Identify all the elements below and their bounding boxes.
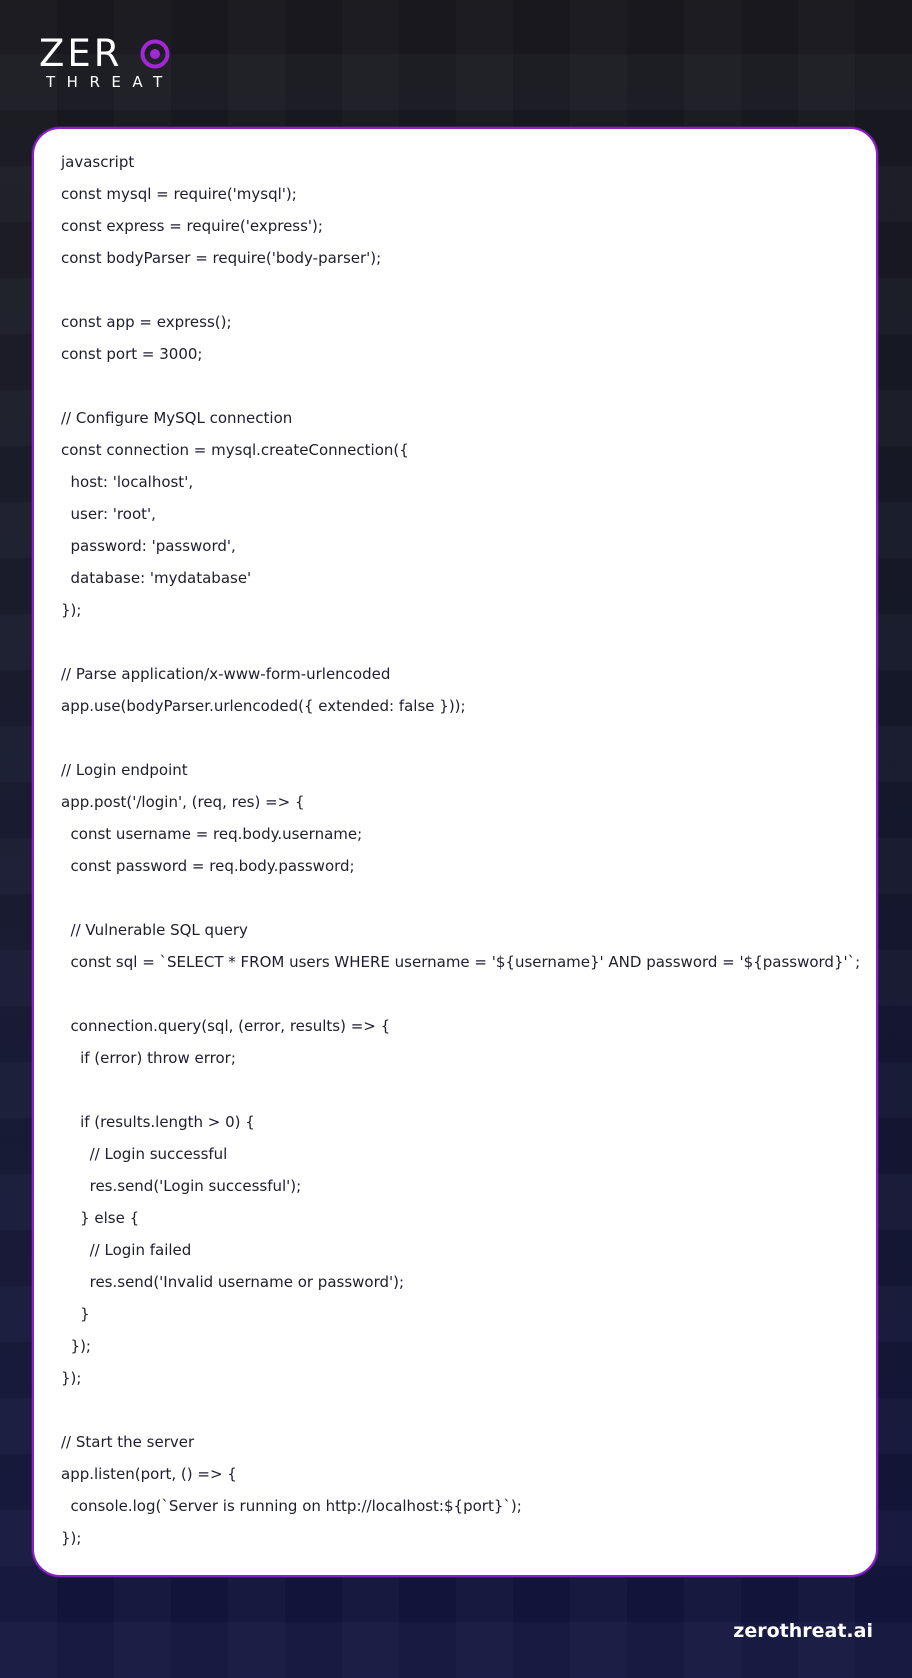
code-line: res.send('Invalid username or password'); bbox=[61, 1273, 405, 1291]
code-line bbox=[61, 626, 856, 658]
code-line: if (results.length > 0) { bbox=[61, 1113, 255, 1131]
logo-wordmark: ZER bbox=[39, 32, 123, 75]
code-line: const bodyParser = require('body-parser'); bbox=[61, 249, 382, 267]
code-block bbox=[61, 146, 861, 1554]
code-line: const app = express(); bbox=[61, 313, 232, 331]
code-line bbox=[61, 978, 856, 1010]
code-line: host: 'localhost', bbox=[61, 473, 194, 491]
code-line bbox=[61, 274, 856, 306]
code-line: // Login successful bbox=[61, 1145, 228, 1163]
code-line: const username = req.body.username; bbox=[61, 825, 363, 843]
code-line: const port = 3000; bbox=[61, 345, 203, 363]
code-line: // Login endpoint bbox=[61, 761, 188, 779]
footer-url: zerothreat.ai bbox=[733, 1620, 873, 1642]
code-line: const sql = `SELECT * FROM users WHERE username = '${username}' AND password = '${password}'`; bbox=[61, 953, 861, 971]
code-line: const mysql = require('mysql'); bbox=[61, 185, 297, 203]
code-line: // Parse application/x-www-form-urlencoded bbox=[61, 665, 391, 683]
code-line: } else { bbox=[61, 1209, 140, 1227]
code-line: app.post('/login', (req, res) => { bbox=[61, 793, 305, 811]
code-line: if (error) throw error; bbox=[61, 1049, 236, 1067]
code-line: user: 'root', bbox=[61, 505, 156, 523]
code-line: res.send('Login successful'); bbox=[61, 1177, 302, 1195]
code-line: javascript bbox=[61, 153, 135, 171]
code-line: console.log(`Server is running on http://localhost:${port}`); bbox=[61, 1497, 522, 1515]
code-line: app.use(bodyParser.urlencoded({ extended: false })); bbox=[61, 697, 466, 715]
code-line: app.listen(port, () => { bbox=[61, 1465, 237, 1483]
code-line: }); bbox=[61, 601, 82, 619]
code-line: // Start the server bbox=[61, 1433, 195, 1451]
code-line: } bbox=[61, 1305, 90, 1323]
code-line: connection.query(sql, (error, results) => { bbox=[61, 1017, 391, 1035]
logo-ring-icon bbox=[140, 39, 170, 69]
code-line: database: 'mydatabase' bbox=[61, 569, 252, 587]
code-line bbox=[61, 882, 856, 914]
code-line: const password = req.body.password; bbox=[61, 857, 355, 875]
code-line: password: 'password', bbox=[61, 537, 236, 555]
code-line: // Login failed bbox=[61, 1241, 192, 1259]
code-line: // Vulnerable SQL query bbox=[61, 921, 248, 939]
code-line: }); bbox=[61, 1337, 91, 1355]
code-line: // Configure MySQL connection bbox=[61, 409, 293, 427]
code-line bbox=[61, 1074, 856, 1106]
code-line bbox=[61, 1394, 856, 1426]
logo-subtext: THREAT bbox=[46, 73, 174, 91]
code-line bbox=[61, 722, 856, 754]
zerothreat-logo bbox=[39, 32, 174, 91]
code-line: const express = require('express'); bbox=[61, 217, 323, 235]
code-card bbox=[32, 127, 878, 1577]
code-line: }); bbox=[61, 1529, 82, 1547]
code-line: const connection = mysql.createConnection({ bbox=[61, 441, 409, 459]
code-line: }); bbox=[61, 1369, 82, 1387]
code-line bbox=[61, 370, 856, 402]
